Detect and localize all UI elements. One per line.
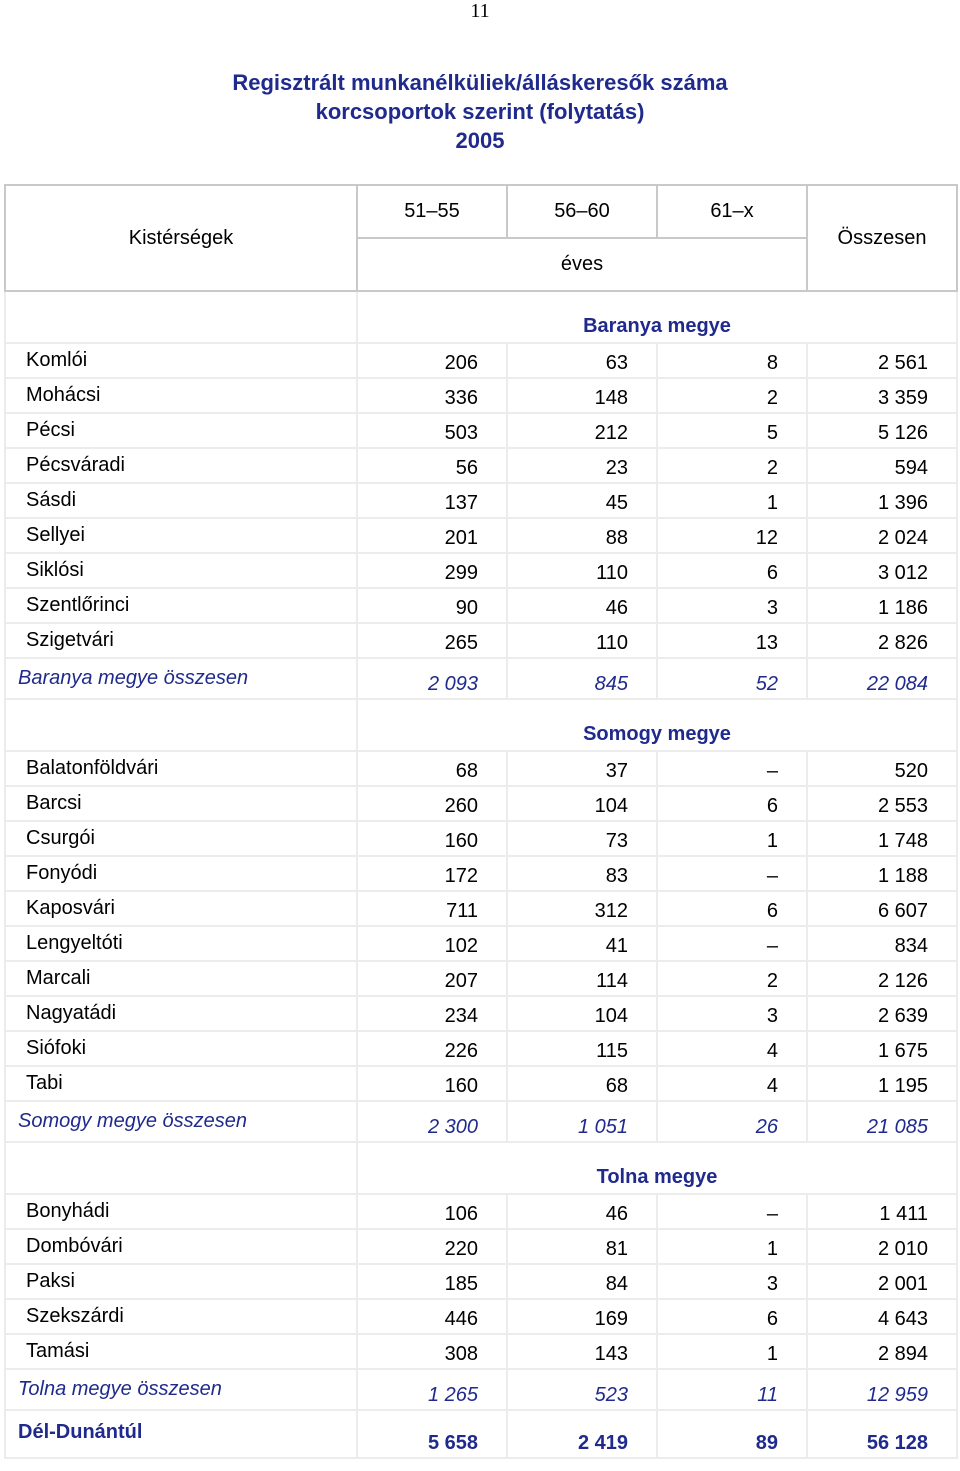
row-name: Mohácsi: [5, 378, 357, 413]
row-value: 6: [657, 1299, 807, 1334]
row-value: 265: [357, 623, 507, 658]
row-name: Sásdi: [5, 483, 357, 518]
title-line-3: 2005: [455, 128, 505, 153]
row-value: 2 826: [807, 623, 957, 658]
row-value: 137: [357, 483, 507, 518]
row-name: Pécsváradi: [5, 448, 357, 483]
section-header-row: [5, 291, 957, 343]
row-value: 4: [657, 1031, 807, 1066]
row-value: 106: [357, 1194, 507, 1229]
header-age-unit: éves: [357, 238, 807, 291]
table-row: [5, 1264, 957, 1299]
row-value: 312: [507, 891, 657, 926]
row-value: 1: [657, 1334, 807, 1369]
row-name: Marcali: [5, 961, 357, 996]
row-value: 13: [657, 623, 807, 658]
row-value: 1 748: [807, 821, 957, 856]
row-value: 834: [807, 926, 957, 961]
row-value: 3: [657, 1264, 807, 1299]
row-value: –: [657, 751, 807, 786]
row-value: 2 639: [807, 996, 957, 1031]
total-value: 11: [657, 1369, 807, 1410]
row-value: 2 001: [807, 1264, 957, 1299]
row-value: 83: [507, 856, 657, 891]
table-row: [5, 1066, 957, 1101]
row-value: 2: [657, 961, 807, 996]
table-row: [5, 786, 957, 821]
row-value: 234: [357, 996, 507, 1031]
total-value: 523: [507, 1369, 657, 1410]
total-value: 52: [657, 658, 807, 699]
table-row: [5, 518, 957, 553]
row-value: 148: [507, 378, 657, 413]
row-value: –: [657, 856, 807, 891]
row-name: Kaposvári: [5, 891, 357, 926]
table-row: [5, 856, 957, 891]
row-name: Balatonföldvári: [5, 751, 357, 786]
total-value: 12 959: [807, 1369, 957, 1410]
table-row: [5, 483, 957, 518]
grand-total-value: 89: [657, 1410, 807, 1458]
row-value: 104: [507, 996, 657, 1031]
row-value: 207: [357, 961, 507, 996]
row-value: 110: [507, 623, 657, 658]
table-row: [5, 891, 957, 926]
total-value: 21 085: [807, 1101, 957, 1142]
total-value: 1 051: [507, 1101, 657, 1142]
row-value: 260: [357, 786, 507, 821]
row-name: Tabi: [5, 1066, 357, 1101]
row-name: Szentlőrinci: [5, 588, 357, 623]
table-row: [5, 553, 957, 588]
table-row: [5, 1031, 957, 1066]
row-value: 4 643: [807, 1299, 957, 1334]
row-value: 1 675: [807, 1031, 957, 1066]
section-total-row: [5, 658, 957, 699]
row-value: 2 894: [807, 1334, 957, 1369]
page-number: 11: [470, 0, 490, 22]
row-value: 4: [657, 1066, 807, 1101]
table-row: [5, 821, 957, 856]
row-value: 110: [507, 553, 657, 588]
row-value: 46: [507, 588, 657, 623]
table-row: [5, 751, 957, 786]
row-value: 503: [357, 413, 507, 448]
row-value: 446: [357, 1299, 507, 1334]
row-name: Lengyeltóti: [5, 926, 357, 961]
row-value: 6: [657, 786, 807, 821]
row-value: 2 010: [807, 1229, 957, 1264]
section-total-row: [5, 1369, 957, 1410]
row-value: 336: [357, 378, 507, 413]
table-row: [5, 1334, 957, 1369]
row-value: 2 126: [807, 961, 957, 996]
row-value: 73: [507, 821, 657, 856]
section-header-row: [5, 699, 957, 751]
row-value: 3: [657, 588, 807, 623]
grand-total-value: 5 658: [357, 1410, 507, 1458]
row-name: Szigetvári: [5, 623, 357, 658]
section-title: Somogy megye: [357, 699, 957, 751]
row-value: –: [657, 1194, 807, 1229]
table-row: [5, 588, 957, 623]
row-value: 212: [507, 413, 657, 448]
row-value: 90: [357, 588, 507, 623]
grand-total-name: Dél-Dunántúl: [5, 1410, 357, 1458]
row-value: 220: [357, 1229, 507, 1264]
row-value: 1 188: [807, 856, 957, 891]
row-name: Szekszárdi: [5, 1299, 357, 1334]
row-value: 2 553: [807, 786, 957, 821]
row-value: 1 396: [807, 483, 957, 518]
row-value: 3: [657, 996, 807, 1031]
row-value: 115: [507, 1031, 657, 1066]
table-row: [5, 1194, 957, 1229]
total-value: 1 265: [357, 1369, 507, 1410]
table-row: [5, 343, 957, 378]
row-value: 6: [657, 891, 807, 926]
row-name: Barcsi: [5, 786, 357, 821]
row-value: 2: [657, 448, 807, 483]
grand-total-value: 56 128: [807, 1410, 957, 1458]
row-value: 41: [507, 926, 657, 961]
row-value: 299: [357, 553, 507, 588]
row-value: 6: [657, 553, 807, 588]
row-value: 104: [507, 786, 657, 821]
row-value: 160: [357, 1066, 507, 1101]
total-value: 845: [507, 658, 657, 699]
row-value: 1: [657, 483, 807, 518]
section-spacer: [5, 291, 357, 343]
row-value: 37: [507, 751, 657, 786]
header-age-51-55: 51–55: [357, 185, 507, 238]
row-name: Fonyódi: [5, 856, 357, 891]
total-name: Tolna megye összesen: [5, 1369, 357, 1410]
row-value: 56: [357, 448, 507, 483]
row-value: 2: [657, 378, 807, 413]
row-name: Sellyei: [5, 518, 357, 553]
row-name: Tamási: [5, 1334, 357, 1369]
header-total: Összesen: [807, 185, 957, 291]
row-value: –: [657, 926, 807, 961]
grand-total-row: [5, 1410, 957, 1458]
row-value: 68: [507, 1066, 657, 1101]
header-age-56-60: 56–60: [507, 185, 657, 238]
data-table: [4, 184, 958, 1459]
table-row: [5, 623, 957, 658]
total-name: Baranya megye összesen: [5, 658, 357, 699]
row-value: 46: [507, 1194, 657, 1229]
row-value: 3 012: [807, 553, 957, 588]
row-name: Bonyhádi: [5, 1194, 357, 1229]
title-line-2: korcsoportok szerint (folytatás): [315, 99, 645, 124]
row-value: 594: [807, 448, 957, 483]
row-name: Siófoki: [5, 1031, 357, 1066]
row-name: Komlói: [5, 343, 357, 378]
table-body: [5, 291, 957, 1458]
title-line-1: Regisztrált munkanélküliek/álláskeresők száma: [232, 70, 728, 95]
section-total-row: [5, 1101, 957, 1142]
row-value: 3 359: [807, 378, 957, 413]
row-value: 711: [357, 891, 507, 926]
total-value: 2 093: [357, 658, 507, 699]
row-value: 308: [357, 1334, 507, 1369]
row-name: Csurgói: [5, 821, 357, 856]
row-name: Nagyatádi: [5, 996, 357, 1031]
row-value: 84: [507, 1264, 657, 1299]
row-value: 2 561: [807, 343, 957, 378]
total-value: 22 084: [807, 658, 957, 699]
row-value: 226: [357, 1031, 507, 1066]
row-value: 143: [507, 1334, 657, 1369]
row-value: 81: [507, 1229, 657, 1264]
total-name: Somogy megye összesen: [5, 1101, 357, 1142]
header-age-61-x: 61–x: [657, 185, 807, 238]
row-value: 102: [357, 926, 507, 961]
section-spacer: [5, 699, 357, 751]
row-name: Pécsi: [5, 413, 357, 448]
row-value: 1: [657, 1229, 807, 1264]
row-name: Paksi: [5, 1264, 357, 1299]
section-title: Baranya megye: [357, 291, 957, 343]
table-row: [5, 413, 957, 448]
table-row: [5, 926, 957, 961]
row-value: 185: [357, 1264, 507, 1299]
table-row: [5, 378, 957, 413]
row-value: 1: [657, 821, 807, 856]
row-value: 8: [657, 343, 807, 378]
row-value: 88: [507, 518, 657, 553]
section-title: Tolna megye: [357, 1142, 957, 1194]
table-row: [5, 961, 957, 996]
row-value: 172: [357, 856, 507, 891]
row-value: 169: [507, 1299, 657, 1334]
row-value: 201: [357, 518, 507, 553]
section-spacer: [5, 1142, 357, 1194]
row-value: 1 195: [807, 1066, 957, 1101]
row-name: Dombóvári: [5, 1229, 357, 1264]
total-value: 26: [657, 1101, 807, 1142]
row-value: 23: [507, 448, 657, 483]
row-value: 160: [357, 821, 507, 856]
row-value: 5 126: [807, 413, 957, 448]
table-title: [0, 68, 960, 155]
table-row: [5, 448, 957, 483]
table-row: [5, 1299, 957, 1334]
header-region: Kistérségek: [5, 185, 357, 291]
row-value: 6 607: [807, 891, 957, 926]
row-value: 2 024: [807, 518, 957, 553]
row-value: 1 186: [807, 588, 957, 623]
row-value: 5: [657, 413, 807, 448]
table-row: [5, 996, 957, 1031]
total-value: 2 300: [357, 1101, 507, 1142]
grand-total-value: 2 419: [507, 1410, 657, 1458]
row-value: 206: [357, 343, 507, 378]
row-name: Siklósi: [5, 553, 357, 588]
row-value: 114: [507, 961, 657, 996]
row-value: 12: [657, 518, 807, 553]
row-value: 63: [507, 343, 657, 378]
row-value: 520: [807, 751, 957, 786]
row-value: 1 411: [807, 1194, 957, 1229]
row-value: 45: [507, 483, 657, 518]
section-header-row: [5, 1142, 957, 1194]
table-row: [5, 1229, 957, 1264]
row-value: 68: [357, 751, 507, 786]
